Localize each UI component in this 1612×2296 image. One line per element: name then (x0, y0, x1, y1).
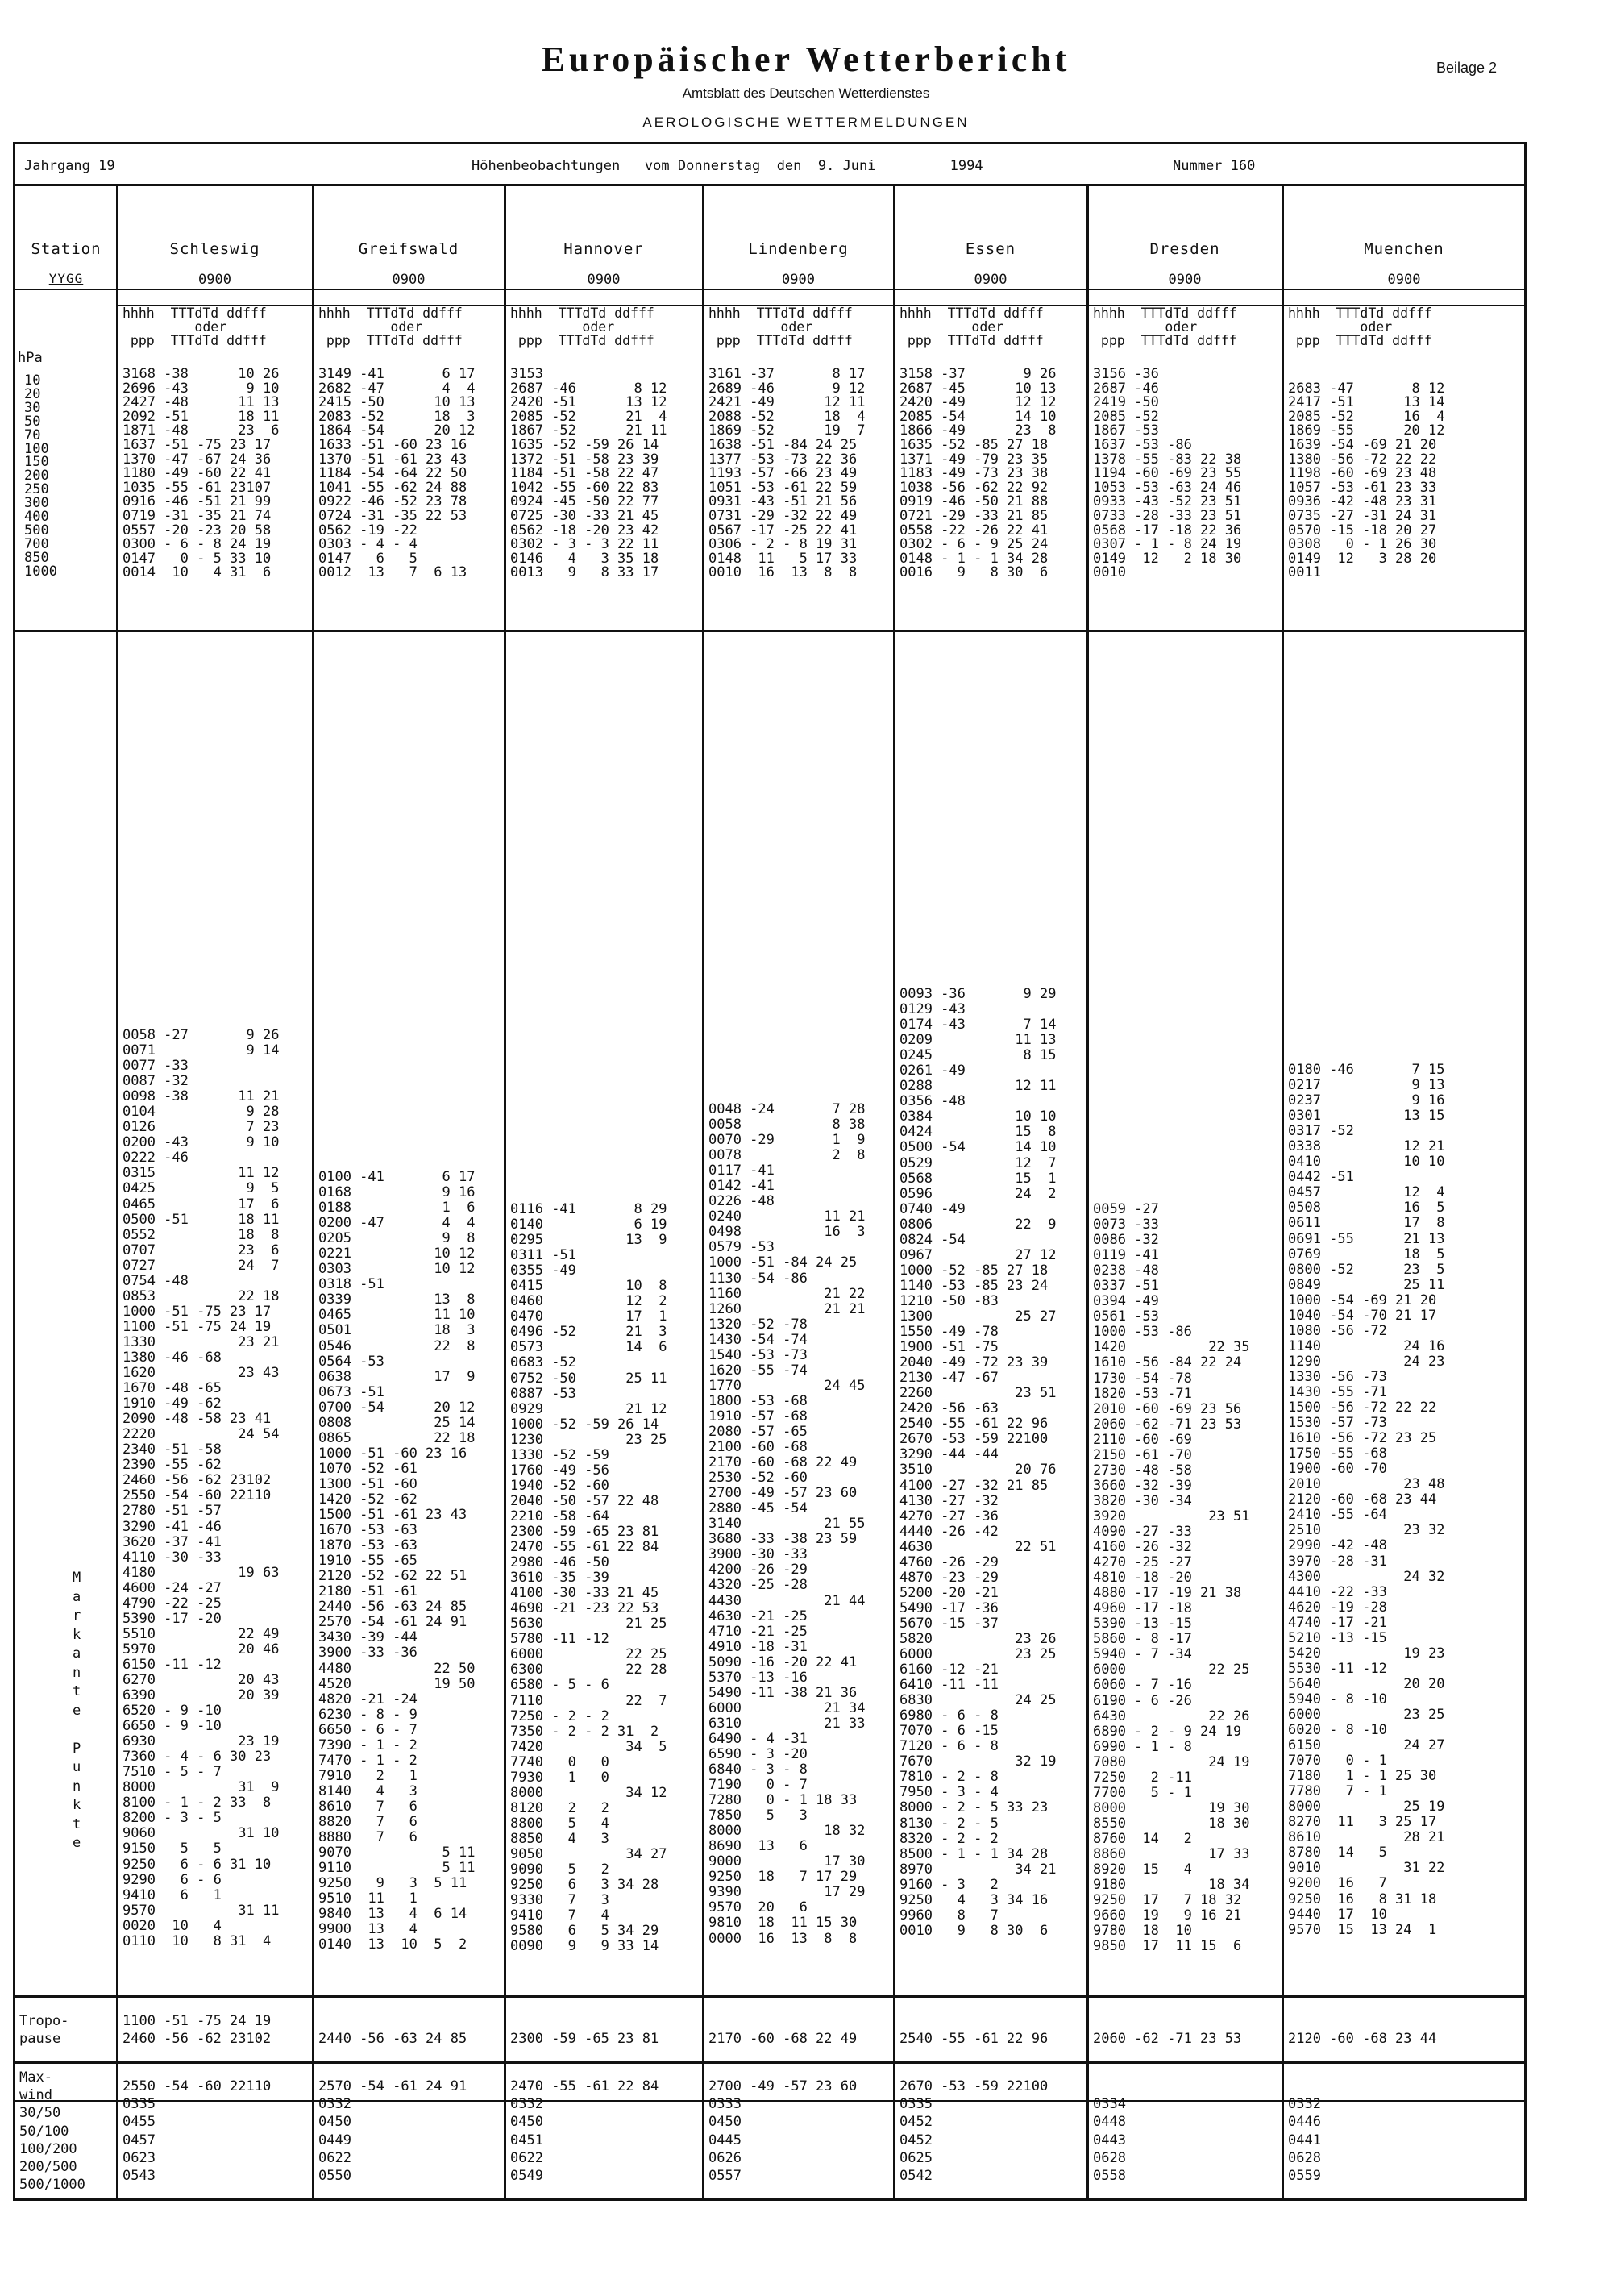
column-divider (702, 184, 704, 2199)
supplement-label: Beilage 2 (1436, 60, 1498, 76)
column-header: hhhh TTTdTd ddfff oder ppp TTTdTd ddfff (899, 306, 1044, 348)
station-name: Greifswald (358, 240, 459, 258)
station-time: 0900 (782, 272, 815, 288)
standard-levels: 2683 -47 8 12 2417 -51 13 14 2085 -52 16 4 1869 -55 20 12 1639 -54 -69 21 20 1380 -56 -72 22 22 1198 -60 -69 23 48 1057 -53 -61 23 33 0936 -42 -48 23 31 0735 -27 -31 24 31 0570 -15 -18 20 27 0308 0 - 1 26 30 0149 12 3 28 20 0011 (1288, 380, 1445, 581)
station-time: 0900 (1387, 272, 1421, 288)
standard-levels: 3158 -37 9 26 2687 -45 10 13 2420 -49 12 12 2085 -54 14 10 1866 -49 23 8 1635 -52 -85 27 18 1371 -49 -79 23 35 1183 -49 -73 23 38 1038 -56 -62 22 92 0919 -46 -50 21 88 0721 -29 -33 21 85 0558 -22 -26 22 41 0302 - 6 - 9 25 24 0148 - 1 - 1 34 28 0016 9 8 30 6 (899, 368, 1057, 581)
column-divider (504, 184, 506, 2199)
maxwind-values: 2700 -49 -57 23 60 0333 0450 0445 0626 0557 (708, 2078, 858, 2185)
column-divider (893, 184, 895, 2199)
column-header: hhhh TTTdTd ddfff oder ppp TTTdTd ddfff (510, 306, 654, 348)
maxwind-values: 0332 0446 0441 0628 0559 (1288, 2096, 1321, 2185)
issue-number: Nummer 160 (1173, 158, 1256, 174)
publication-title: Europäischer Wetterbericht (541, 40, 1071, 79)
tropopause-values: 2300 -59 -65 23 81 (510, 2031, 659, 2047)
significant-levels: 0048 -24 7 28 0058 8 38 0070 -29 1 9 0078 2 8 0117 -41 0142 -41 0226 -48 0240 11 21 0498 16 3 0579 -53 1000 -51 -84 24 25 1130 -54 -86 1160 21 22 1260 21 21 1320 -52 -78 1430 -54 -74 1540 -53 -73 1620 -55 -74 1770 24 45 1800 -53 -68 1910 -57 -68 2080 -57 -65 2100 -60 -68 2170 -60 -68 22 49 2530 -52 -60 2700 -49 -57 23 60 2880 -45 -54 3140 21 55 3680 -33 -38 23 59 3900 -30 -33 4200 -26 -29 4320 -25 -28 4430 21 44 4630 -21 -25 4710 -21 -25 4910 -18 -31 5090 -16 -20 22 41 5370 -13 -16 5490 -11 -38 21 36 6000 21 34 6310 21 33 6490 - 4 -31 6590 - 3 -20 6840 - 3 - 8 7190 0 - 7 7280 0 - 1 18 33 7850 5 3 8000 18 32 8690 13 6 9000 17 30 9250 18 7 17 29 9390 17 29 9570 20 6 9810 18 11 15 30 0000 16 13 8 8 (708, 1102, 866, 1947)
column-divider (1282, 184, 1284, 2199)
rule-maxwind (13, 2061, 1527, 2064)
column-header: hhhh TTTdTd ddfff oder ppp TTTdTd ddfff (1288, 306, 1432, 348)
tropopause-values: 2540 -55 -61 22 96 (899, 2031, 1049, 2047)
station-time: 0900 (1168, 272, 1202, 288)
station-name: Schleswig (169, 240, 260, 258)
station-time: 0900 (198, 272, 231, 288)
station-name: Dresden (1149, 240, 1220, 258)
station-name: Lindenberg (748, 240, 849, 258)
column-divider (312, 184, 314, 2199)
column-divider (1086, 184, 1089, 2199)
rule-tropopause (13, 1995, 1527, 1998)
standard-levels: 3156 -36 2687 -46 2419 -50 2085 -52 1867 -53 1637 -53 -86 1378 -55 -83 22 38 1194 -60 -69 23 55 1053 -53 -63 24 46 0933 -43 -52 23 51 0733 -28 -33 23 51 0568 -17 -18 22 36 0307 - 1 - 8 24 19 0149 12 2 18 30 0010 (1093, 368, 1242, 581)
rule-time (13, 289, 1527, 290)
station-time: 0900 (587, 272, 621, 288)
significant-levels: 0100 -41 6 17 0168 9 16 0188 1 6 0200 -47 4 4 0205 9 8 0221 10 12 0303 10 12 0318 -51 0339 13 8 0465 11 10 0501 18 3 0546 22 8 0564 -53 0638 17 9 0673 -51 0700 -54 20 12 0808 25 14 0865 22 18 1000 -51 -60 23 16 1070 -52 -61 1300 -51 -60 1420 -52 -62 1500 -51 -61 23 43 1670 -53 -63 1870 -53 -63 1910 -55 -65 2120 -52 -62 22 51 2180 -51 -61 2440 -56 -63 24 85 2570 -54 -61 24 91 3430 -39 -44 3900 -33 -36 4480 22 50 4520 19 50 4820 -21 -24 6230 - 8 - 9 6650 - 6 - 7 7390 - 1 - 2 7470 - 1 - 2 7910 2 1 8140 4 3 8610 7 6 8820 7 6 8880 7 6 9070 5 11 9110 5 11 9250 9 3 5 11 9510 11 1 9840 13 4 6 14 9900 13 4 0140 13 10 5 2 (318, 1170, 476, 1953)
maxwind-label: Max- wind 30/50 50/100 100/200 200/500 500/1000 (19, 2069, 85, 2194)
tropopause-values: 2170 -60 -68 22 49 (708, 2031, 858, 2047)
publication-subtitle: Amtsblatt des Deutschen Wetterdienstes (682, 85, 930, 101)
observation-date: Höhenbeobachtungen vom Donnerstag den 9. Juni 1994 (472, 158, 983, 174)
maxwind-values: 2550 -54 -60 22110 0335 0455 0457 0623 0543 (123, 2078, 272, 2185)
tropopause-values: 1100 -51 -75 24 19 2460 -56 -62 23102 (123, 2013, 272, 2047)
column-header: hhhh TTTdTd ddfff oder ppp TTTdTd ddfff (708, 306, 853, 348)
station-name: Muenchen (1364, 240, 1444, 258)
maxwind-values: 2470 -55 -61 22 84 0332 0450 0451 0622 0549 (510, 2078, 659, 2185)
rule-levels (13, 630, 1527, 632)
pressure-levels: 10 20 30 50 70 100 150 200 250 300 400 500 700 850 1000 (24, 372, 57, 580)
column-divider (116, 184, 118, 2199)
yygg-label: YYGG (48, 271, 84, 286)
standard-levels: 3153 2687 -46 8 12 2420 -51 13 12 2085 -52 21 4 1867 -52 21 11 1635 -52 -59 26 14 1372 -51 -58 23 39 1184 -51 -58 22 47 1042 -55 -60 22 83 0924 -45 -50 22 77 0725 -30 -33 21 45 0562 -18 -20 23 42 0302 - 3 - 3 22 11 0146 4 3 35 18 0013 9 8 33 17 (510, 368, 667, 581)
tropopause-values: 2060 -62 -71 23 53 (1093, 2031, 1242, 2047)
significant-levels: 0116 -41 8 29 0140 6 19 0295 13 9 0311 -51 0355 -49 0415 10 8 0460 12 2 0470 17 1 0496 -52 21 3 0573 14 6 0683 -52 0752 -50 25 11 0887 -53 0929 21 12 1000 -52 -59 26 14 1230 23 25 1330 -52 -59 1760 -49 -56 1940 -52 -60 2040 -50 -57 22 48 2210 -58 -64 2300 -59 -65 23 81 2470 -55 -61 22 84 2980 -46 -50 3610 -35 -39 4100 -30 -33 21 45 4690 -21 -23 22 53 5630 21 25 5780 -11 -12 6000 22 25 6300 22 28 6580 - 5 - 6 7110 22 7 7250 - 2 - 2 7350 - 2 - 2 31 2 7420 34 5 7740 0 0 7930 1 0 8000 34 12 8120 2 2 8800 5 4 8850 4 3 9050 34 27 9090 5 2 9250 6 3 34 28 9330 7 3 9410 7 4 9580 6 5 34 29 0090 9 9 33 14 (510, 1202, 667, 1955)
significant-levels: 0059 -27 0073 -33 0086 -32 0119 -41 0238 -48 0337 -51 0394 -49 0561 -53 1000 -53 -86 1420 22 35 1610 -56 -84 22 24 1730 -54 -78 1820 -53 -71 2010 -60 -69 23 56 2060 -62 -71 23 53 2110 -60 -69 2150 -61 -70 2730 -48 -58 3660 -32 -39 3820 -30 -34 3920 23 51 4090 -27 -33 4160 -26 -32 4270 -25 -27 4810 -18 -20 4880 -17 -19 21 38 4960 -17 -18 5390 -13 -15 5860 - 8 -17 5940 - 7 -34 6000 22 25 6060 - 7 -16 6190 - 6 -26 6430 22 26 6890 - 2 - 9 24 19 6990 - 1 - 8 7080 24 19 7250 2 -11 7700 5 - 1 8000 19 30 8550 18 30 8760 14 2 8860 17 33 8920 15 4 9180 18 34 9250 17 7 18 32 9660 19 9 16 21 9780 18 10 9850 17 11 15 6 (1093, 1202, 1250, 1955)
column-header: hhhh TTTdTd ddfff oder ppp TTTdTd ddfff (318, 306, 463, 348)
column-header: hhhh TTTdTd ddfff oder ppp TTTdTd ddfff (1093, 306, 1237, 348)
column-header: hhhh TTTdTd ddfff oder ppp TTTdTd ddfff (123, 306, 267, 348)
station-name: Essen (965, 240, 1016, 258)
maxwind-values: 0334 0448 0443 0628 0558 (1093, 2096, 1126, 2185)
standard-levels: 3161 -37 8 17 2689 -46 9 12 2421 -49 12 11 2088 -52 18 4 1869 -52 19 7 1638 -51 -84 24 25 1377 -53 -73 22 36 1193 -57 -66 23 49 1051 -53 -61 22 59 0931 -43 -51 21 56 0731 -29 -32 22 49 0567 -17 -25 22 41 0306 - 2 - 8 19 31 0148 11 5 17 33 0010 16 13 8 8 (708, 368, 866, 581)
rule-meta (13, 184, 1527, 186)
standard-levels: 3149 -41 6 17 2682 -47 4 4 2415 -50 10 13 2083 -52 18 3 1864 -54 20 12 1633 -51 -60 23 16 1370 -51 -61 23 43 1184 -54 -64 22 50 1041 -55 -62 24 88 0922 -46 -52 23 78 0724 -31 -35 22 53 0562 -19 -22 0303 - 4 - 4 0147 6 5 0012 13 7 6 13 (318, 368, 476, 581)
station-time: 0900 (392, 272, 426, 288)
volume-label: Jahrgang 19 (24, 158, 115, 174)
section-title: AEROLOGISCHE WETTERMELDUNGEN (642, 114, 970, 130)
tropopause-label: Tropo- pause (19, 2013, 69, 2047)
station-name: Hannover (563, 240, 644, 258)
markante-punkte-label: M a r k a n t e P u n k t e (73, 1570, 81, 1851)
tropopause-values: 2440 -56 -63 24 85 (318, 2031, 467, 2047)
significant-levels: 0180 -46 7 15 0217 9 13 0237 9 16 0301 13 15 0317 -52 0338 12 21 0410 10 10 0442 -51 0457 12 4 0508 16 5 0611 17 8 0691 -55 21 13 0769 18 5 0800 -52 23 5 0849 25 11 1000 -54 -69 21 20 1040 -54 -70 21 17 1080 -56 -72 1140 24 16 1290 24 23 1330 -56 -73 1430 -55 -71 1500 -56 -72 22 22 1530 -57 -73 1610 -56 -72 23 25 1750 -55 -68 1900 -60 -70 2010 23 48 2120 -60 -68 23 44 2410 -55 -64 2510 23 32 2990 -42 -48 3970 -28 -31 4300 24 32 4410 -22 -33 4620 -19 -28 4740 -17 -21 5210 -13 -15 5420 19 23 5530 -11 -12 5640 20 20 5940 - 8 -10 6000 23 25 6020 - 8 -10 6150 24 27 7070 0 - 1 7180 1 - 1 25 30 7780 7 - 1 8000 25 19 8270 11 3 25 17 8610 28 21 8780 14 5 9010 31 22 9200 16 7 9250 16 8 31 18 9440 17 10 9570 15 13 24 1 (1288, 1063, 1445, 1938)
standard-levels: 3168 -38 10 26 2696 -43 9 10 2427 -48 11 13 2092 -51 18 11 1871 -48 23 6 1637 -51 -75 23 17 1370 -47 -67 24 36 1180 -49 -60 22 41 1035 -55 -61 23107 0916 -46 -51 21 99 0719 -31 -35 21 74 0557 -20 -23 20 58 0300 - 6 - 8 24 19 0147 0 - 5 33 10 0014 10 4 31 6 (123, 368, 280, 581)
maxwind-values: 2670 -53 -59 22100 0335 0452 0452 0625 0542 (899, 2078, 1049, 2185)
station-time: 0900 (974, 272, 1008, 288)
significant-levels: 0093 -36 9 29 0129 -43 0174 -43 7 14 0209 11 13 0245 8 15 0261 -49 0288 12 11 0356 -48 0384 10 10 0424 15 8 0500 -54 14 10 0529 12 7 0568 15 1 0596 24 2 0740 -49 0806 22 9 0824 -54 0967 27 12 1000 -52 -85 27 18 1140 -53 -85 23 24 1210 -50 -83 1300 25 27 1550 -49 -78 1900 -51 -75 2040 -49 -72 23 39 2130 -47 -67 2260 23 51 2420 -56 -63 2540 -55 -61 22 96 2670 -53 -59 22100 3290 -44 -44 3510 20 76 4100 -27 -32 21 85 4130 -27 -32 4270 -27 -36 4440 -26 -42 4630 22 51 4760 -26 -29 4870 -23 -29 5200 -20 -21 5490 -17 -36 5670 -15 -37 5820 23 26 6000 23 25 6160 -12 -21 6410 -11 -11 6830 24 25 6980 - 6 - 8 7070 - 6 -15 7120 - 6 - 8 7670 32 19 7810 - 2 - 8 7950 - 3 - 4 8000 - 2 - 5 33 23 8130 - 2 - 5 8320 - 2 - 2 8500 - 1 - 1 34 28 8970 34 21 9160 - 3 2 9250 4 3 34 16 9960 8 7 0010 9 8 30 6 (899, 987, 1057, 1939)
tropopause-values: 2120 -60 -68 23 44 (1288, 2031, 1437, 2047)
hpa-label: hPa (18, 350, 43, 366)
maxwind-values: 2570 -54 -61 24 91 0332 0450 0449 0622 0550 (318, 2078, 467, 2185)
station-label: Station (31, 240, 102, 258)
significant-levels: 0058 -27 9 26 0071 9 14 0077 -33 0087 -32 0098 -38 11 21 0104 9 28 0126 7 23 0200 -43 9 10 0222 -46 0315 11 12 0425 9 5 0465 17 6 0500 -51 18 11 0552 18 8 0707 23 6 0727 24 7 0754 -48 0853 22 18 1000 -51 -75 23 17 1100 -51 -75 24 19 1330 23 21 1380 -46 -68 1620 23 43 1670 -48 -65 1910 -49 -62 2090 -48 -58 23 41 2220 24 54 2340 -51 -58 2390 -55 -62 2460 -56 -62 23102 2550 -54 -60 22110 2780 -51 -57 3290 -41 -46 3620 -37 -41 4110 -30 -33 4180 19 63 4600 -24 -27 4790 -22 -25 5390 -17 -20 5510 22 49 5970 20 46 6150 -11 -12 6270 20 43 6390 20 39 6520 - 9 -10 6650 - 9 -10 6930 23 19 7360 - 4 - 6 30 23 7510 - 5 - 7 8000 31 9 8100 - 1 - 2 33 8 8200 - 3 - 5 9060 31 10 9150 5 5 9250 6 - 6 31 10 9290 6 - 6 9410 6 1 9570 31 11 0020 10 4 0110 10 8 31 4 (123, 1028, 280, 1949)
